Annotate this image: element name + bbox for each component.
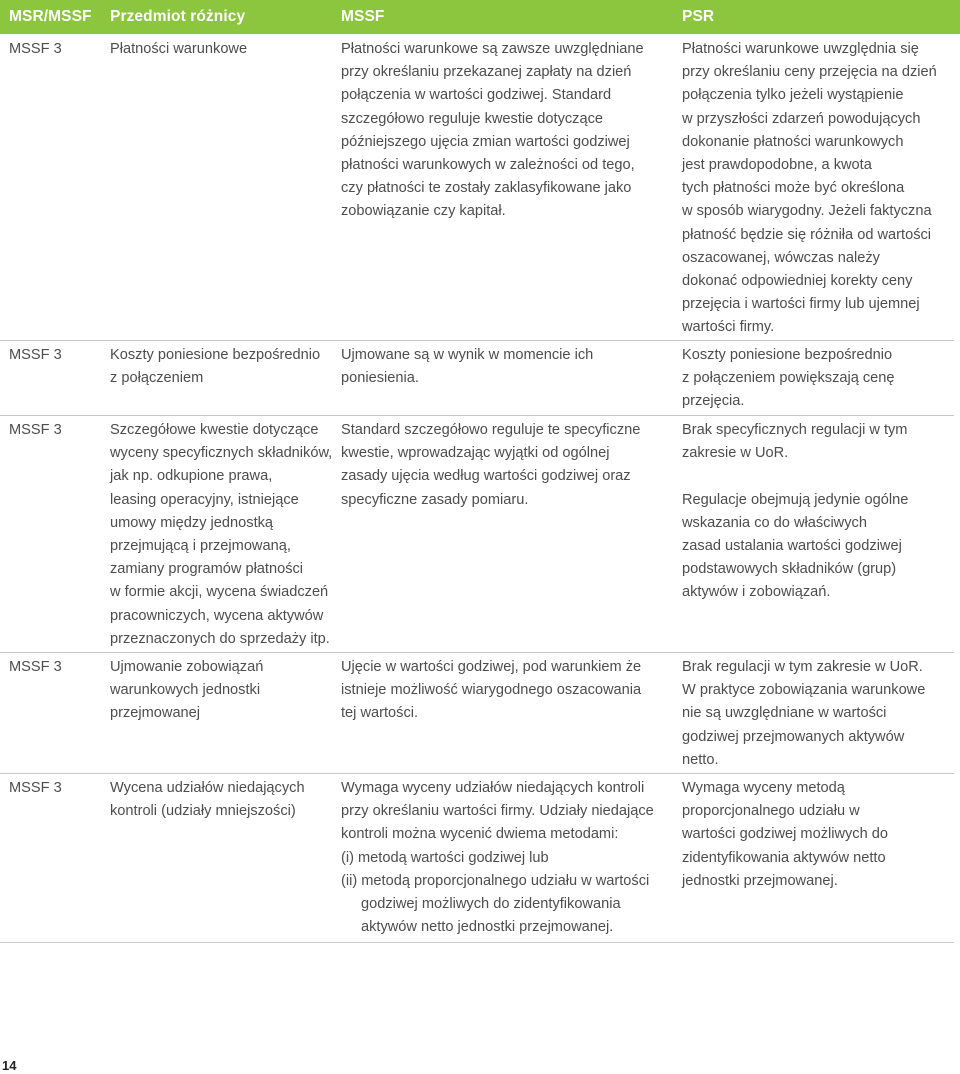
table-header bbox=[0, 0, 960, 34]
mssf-line: Ujęcie w wartości godziwej, pod warunkiem że bbox=[341, 659, 642, 675]
psr-line: przy określaniu ceny przejęcia na dzień bbox=[682, 64, 937, 81]
subject-line: w formie akcji, wycena świadczeń bbox=[110, 584, 329, 601]
mssf-cell bbox=[341, 344, 593, 390]
mssf-line: przy określaniu przekazanej zapłaty na dzień bbox=[341, 64, 632, 81]
psr-line: w przyszłości zdarzeń powodujących bbox=[682, 110, 921, 127]
psr-line: Wymaga wyceny metodą bbox=[682, 780, 845, 796]
row-divider bbox=[0, 773, 954, 774]
psr-line: przejęcia i wartości firmy lub ujemnej bbox=[682, 296, 920, 313]
mssf-cell bbox=[341, 419, 640, 512]
psr-line: W praktyce zobowiązania warunkowe bbox=[682, 682, 926, 699]
subject-cell bbox=[110, 777, 305, 823]
psr-line: zakresie w UoR. bbox=[682, 445, 789, 462]
psr-line: Regulacje obejmują jedynie ogólne bbox=[682, 491, 909, 508]
mssf-line: istnieje możliwość wiarygodnego oszacowania bbox=[341, 682, 642, 699]
mssf-line: tej wartości. bbox=[341, 705, 419, 722]
psr-cell bbox=[682, 777, 888, 893]
header-psr: PSR bbox=[682, 8, 715, 25]
mssf-line: połączenia w wartości godziwej. Standard bbox=[341, 87, 612, 104]
subject-line: przeznaczonych do sprzedaży itp. bbox=[110, 630, 330, 647]
psr-line: połączenia tylko jeżeli wystąpienie bbox=[682, 87, 904, 104]
mssf-line: godziwej możliwych do zidentyfikowania bbox=[361, 896, 621, 913]
psr-line: wskazania co do właściwych bbox=[682, 514, 867, 531]
row-divider bbox=[0, 415, 954, 416]
subject-cell bbox=[110, 38, 247, 61]
mssf-line: (i) metodą wartości godziwej lub bbox=[341, 849, 549, 866]
subject-line: zamiany programów płatności bbox=[110, 561, 304, 578]
mssf-line: kontroli można wycenić dwiema metodami: bbox=[341, 826, 619, 843]
row-divider bbox=[0, 652, 954, 653]
psr-line: podstawowych składników (grup) bbox=[682, 561, 897, 578]
subject-line: Płatności warunkowe bbox=[110, 41, 248, 57]
mssf-line: kwestie, wprowadzając wyjątki od ogólnej bbox=[341, 445, 610, 462]
psr-cell bbox=[682, 344, 895, 414]
subject-line: leasing operacyjny, istniejące bbox=[110, 491, 299, 508]
page-number: 14 bbox=[2, 1058, 17, 1073]
psr-line: w sposób wiarygodny. Jeżeli faktyczna bbox=[682, 203, 932, 220]
subject-line: wyceny specyficznych składników, bbox=[110, 445, 333, 462]
psr-line: przejęcia. bbox=[682, 393, 745, 410]
psr-line: zidentyfikowania aktywów netto bbox=[682, 849, 886, 866]
mssf-line: późniejszego ujęcia zmian wartości godziwej bbox=[341, 133, 630, 150]
subject-line: Szczegółowe kwestie dotyczące bbox=[110, 422, 319, 438]
subject-cell bbox=[110, 656, 263, 726]
mssf-line: płatności warunkowych w zależności od tego, bbox=[341, 157, 635, 174]
mssf-line: Płatności warunkowe są zawsze uwzględniane bbox=[341, 41, 644, 57]
psr-line: Płatności warunkowe uwzględnia się bbox=[682, 41, 919, 57]
mssf-line: przy określaniu wartości firmy. Udziały niedające bbox=[341, 803, 654, 820]
psr-line: dokonanie płatności warunkowych bbox=[682, 133, 904, 150]
psr-line: płatność będzie się różniła od wartości bbox=[682, 226, 932, 243]
psr-line: jest prawdopodobne, a kwota bbox=[682, 157, 872, 174]
standard-cell: MSSF 3 bbox=[9, 659, 62, 675]
psr-line: Brak regulacji w tym zakresie w UoR. bbox=[682, 659, 923, 675]
paragraph-gap bbox=[682, 465, 908, 488]
row-divider bbox=[0, 942, 954, 943]
mssf-line: aktywów netto jednostki przejmowanej. bbox=[361, 919, 614, 936]
psr-line: Koszty poniesione bezpośrednio bbox=[682, 347, 893, 363]
psr-line: jednostki przejmowanej. bbox=[682, 872, 838, 889]
psr-line: nie są uwzględniane w wartości bbox=[682, 705, 887, 722]
mssf-line: Wymaga wyceny udziałów niedających kontroli bbox=[341, 780, 645, 796]
standard-cell: MSSF 3 bbox=[9, 41, 62, 57]
psr-line: wartości firmy. bbox=[682, 319, 775, 336]
subject-cell bbox=[110, 344, 320, 390]
mssf-line: czy płatności te zostały zaklasyfikowane jako bbox=[341, 180, 632, 197]
psr-line: oszacowanej, wówczas należy bbox=[682, 249, 880, 266]
psr-line: netto. bbox=[682, 751, 719, 768]
psr-line: aktywów i zobowiązań. bbox=[682, 584, 831, 601]
psr-line: tych płatności może być określona bbox=[682, 180, 905, 197]
standard-cell: MSSF 3 bbox=[9, 347, 62, 363]
subject-line: kontroli (udziały mniejszości) bbox=[110, 803, 296, 820]
mssf-line: zasady ujęcia według wartości godziwej oraz bbox=[341, 468, 631, 485]
subject-line: Koszty poniesione bezpośrednio bbox=[110, 347, 321, 363]
psr-line: z połączeniem powiększają cenę bbox=[682, 370, 895, 387]
mssf-cell bbox=[341, 777, 654, 939]
subject-line: przejmującą i przejmowaną, bbox=[110, 538, 291, 555]
mssf-line: szczegółowo reguluje kwestie dotyczące bbox=[341, 110, 604, 127]
psr-cell bbox=[682, 419, 908, 605]
subject-line: Ujmowanie zobowiązań bbox=[110, 659, 264, 675]
mssf-line: Ujmowane są w wynik w momencie ich bbox=[341, 347, 594, 363]
psr-line: proporcjonalnego udziału w bbox=[682, 803, 860, 820]
psr-line: wartości godziwej możliwych do bbox=[682, 826, 889, 843]
mssf-line: Standard szczegółowo reguluje te specyficzne bbox=[341, 422, 641, 438]
subject-line: przejmowanej bbox=[110, 705, 201, 722]
psr-line: godziwej przejmowanych aktywów bbox=[682, 728, 905, 745]
mssf-cell bbox=[341, 38, 644, 224]
header-standard: MSR/MSSF bbox=[9, 8, 92, 25]
subject-line: Wycena udziałów niedających bbox=[110, 780, 305, 796]
subject-cell bbox=[110, 419, 332, 651]
standard-cell: MSSF 3 bbox=[9, 780, 62, 796]
mssf-line: (ii) metodą proporcjonalnego udziału w wartości bbox=[341, 872, 650, 889]
header-subject: Przedmiot różnicy bbox=[110, 8, 246, 25]
standard-cell: MSSF 3 bbox=[9, 422, 62, 438]
subject-line: warunkowych jednostki bbox=[110, 682, 261, 699]
mssf-line: zobowiązanie czy kapitał. bbox=[341, 203, 506, 220]
psr-line: zasad ustalania wartości godziwej bbox=[682, 538, 902, 554]
psr-cell bbox=[682, 38, 937, 340]
psr-line: Brak specyficznych regulacji w tym bbox=[682, 422, 908, 438]
row-divider bbox=[0, 340, 954, 341]
mssf-cell bbox=[341, 656, 641, 726]
psr-line: dokonać odpowiedniej korekty ceny bbox=[682, 273, 913, 290]
header-mssf: MSSF bbox=[341, 8, 385, 25]
mssf-line: poniesienia. bbox=[341, 370, 419, 387]
mssf-line: specyficzne zasady pomiaru. bbox=[341, 491, 529, 508]
subject-line: pracowniczych, wycena aktywów bbox=[110, 607, 324, 624]
psr-cell bbox=[682, 656, 925, 772]
subject-line: z połączeniem bbox=[110, 370, 204, 387]
subject-line: umowy między jednostką bbox=[110, 514, 274, 531]
subject-line: jak np. odkupione prawa, bbox=[110, 468, 273, 485]
